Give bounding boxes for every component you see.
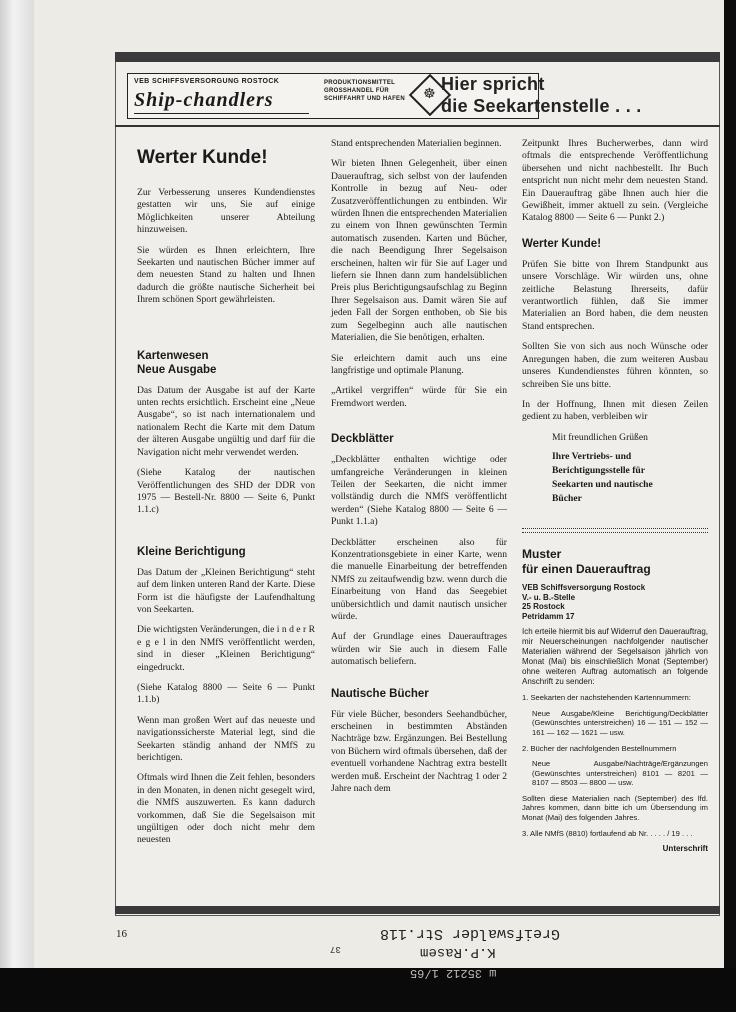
stamp-name: K.P.Rasem bbox=[420, 944, 496, 960]
section-heading-kartenwesen: Kartenwesen Neue Ausgabe bbox=[137, 349, 217, 376]
bottom-rule bbox=[115, 906, 720, 914]
paragraph: Das Datum der „Kleinen Berichtigung“ steht auf dem linken unteren Rand der Karte. Diese Form ist die häufigste der Laufendhaltung von Seekarten. bbox=[137, 566, 315, 615]
paragraph: Prüfen Sie bitte von Ihrem Standpunkt aus unsere Vorschläge. Wir würden uns, ohne zeitliche Belastung Ihrerseits, dafür verantwortlich fühlen, daß Sie immer Materialien an Bord haben, die dem neusten Stand entsprechen. bbox=[522, 258, 708, 332]
logo-underline bbox=[134, 113, 309, 114]
column-1 bbox=[137, 130, 315, 855]
paragraph: (Siehe Katalog 8800 — Seite 6 — Punkt 1.1.b) bbox=[137, 681, 315, 706]
paragraph: Auf der Grundlage eines Dauerauftrages würden wir Sie auch in diesem Falle automatisch beliefern. bbox=[331, 631, 507, 668]
paragraph: Die wichtigsten Veränderungen, die i n d e r R e g e l in den NMfS veröffentlicht werden, sind in dieser „Kleinen Berichtigung“ eingedruckt. bbox=[137, 624, 315, 673]
paragraph: Zur Verbesserung unseres Kundendienstes gestatten wir uns, Sie auf einige Möglichkeiten unserer Abteilung hinzuweisen. bbox=[137, 187, 315, 236]
company-script: Ship-chandlers bbox=[134, 89, 274, 111]
order-item-2-detail: Neue Ausgabe/Nachträge/Ergänzungen (Gewünschtes unterstreichen) 8101 — 8201 — 8107 — 8503 — 8800 — usw. bbox=[532, 759, 708, 788]
article-header bbox=[115, 62, 720, 122]
column-3 bbox=[522, 130, 708, 853]
signature-label: Unterschrift bbox=[662, 844, 708, 854]
muster-heading: Muster für einen Dauerauftrag bbox=[522, 547, 651, 577]
paragraph: In der Hoffnung, Ihnen mit diesen Zeilen gedient zu haben, verbleiben wir bbox=[522, 398, 708, 423]
order-item-1: 1. Seekarten der nachstehenden Kartennummern: bbox=[522, 693, 691, 703]
section-heading-werter-kunde: Werter Kunde! bbox=[522, 237, 602, 250]
order-item-3: 3. Alle NMfS (8810) fortlaufend ab Nr. . . . . / 19 . . . bbox=[522, 828, 693, 838]
order-text: Ich erteile hiermit bis auf Widerruf den Dauerauftrag, mir Neuerscheinungen nachfolgender nautischer Materialien während der Segelsaison jährlich von Monat (Mai) bis einschließlich Monat (September) ohne weiteren Auftrag automatisch an folgende Anschrift zu senden: bbox=[522, 627, 708, 687]
section-title: Hier spricht die Seekartenstelle . . . bbox=[441, 74, 642, 116]
paragraph: Für viele Bücher, besonders Seehandbücher, erscheinen in bestimmten Abständen Nachträge bzw. Ergänzungen. Bei Bestellung von Büchern wird oftmals übersehen, daß der eventuell vorhandene Nachtrag extra bestellt werden muß. Erscheint der Nachtrag 1 oder 2 Jahre nach dem bbox=[331, 708, 507, 795]
paragraph: Wir bieten Ihnen Gelegenheit, über einen Dauerauftrag, sich selbst von der laufenden Kontrolle in bezug auf Neu- oder Zusatzveröffentlichungen zu entbinden. Wir würden Ihnen die entsprechenden Materialien zu einem von Ihnen gewünschten Termin automatisch zusenden. Karten und Bücher, die nach Beendigung Ihrer Segelsaison erscheinen, halten wir für Sie auf Lager und liefern sie Ihnen dann zum handelsüblichen Preis plus Berichtigungsaufschlag zu Beginn Ihrer Segelsaison aus. Damit wären Sie auf jeden Fall der Sorgen enthoben, ob Sie bis zum Segelbeginn auch alle nautischen Materialien, die Sie benötigen, erhalten. bbox=[331, 158, 507, 344]
paragraph: Deckblätter erscheinen also für Konzentrationsgebiete in einer Karte, wenn die manuelle Einarbeitung der betreffenden NMfS zu zeitaufwendig bzw. wenn durch die Einarbeitung von Hand das Seegebiet unübersichtlich und damit nautisch unsicher würde. bbox=[331, 536, 507, 622]
paragraph: „Artikel vergriffen“ würde für Sie ein Fremdwort werden. bbox=[331, 385, 507, 409]
column-2 bbox=[331, 130, 507, 803]
paragraph: Sie erleichtern damit auch uns eine langfristige und optimale Planung. bbox=[331, 352, 507, 376]
paragraph: Sie würden es Ihnen erleichtern, Ihre Seekarten und nautischen Bücher immer auf dem neuesten Stand zu halten und Ihnen dadurch die größte nautische Sicherheit bei Ihrem schönen Sport gewährleisten. bbox=[137, 244, 315, 306]
scan-edge-bottom bbox=[0, 968, 736, 1012]
paragraph: „Deckblätter enthalten wichtige oder umfangreiche Veränderungen in kleinen Teilen der Seekarten, die nicht immer vollständig durch die NMfS veröffentlicht werden“ (Siehe Katalog 8800 — Seite 6 — Punkt 1.1.a) bbox=[331, 454, 507, 528]
greeting: Mit freundlichen Grüßen bbox=[552, 431, 648, 443]
stamp-street: Greifswalder Str.118 bbox=[380, 925, 561, 942]
order-item-1-detail: Neue Ausgabe/Kleine Berichtigung/Deckblätter (Gewünschtes unterstreichen) 16 — 151 — 152 — 161 — 162 — 1621 — usw. bbox=[532, 708, 708, 737]
company-name: VEB SCHIFFSVERSORGUNG ROSTOCK bbox=[134, 78, 280, 85]
address-block: VEB Schiffsversorgung Rostock V.- u. B.-Stelle 25 Rostock Petridamm 17 bbox=[522, 583, 646, 621]
paragraph: Stand entsprechenden Materialien beginnen. bbox=[331, 138, 502, 149]
section-heading-kleine-berichtigung: Kleine Berichtigung bbox=[137, 545, 246, 558]
page-gutter bbox=[0, 0, 34, 1012]
late-delivery-note: Sollten diese Materialien nach (September) des lfd. Jahres kommen, dann bitte ich um Übersendung im Monat (Mai) des folgenden Jahres. bbox=[522, 793, 708, 823]
top-rule bbox=[115, 52, 720, 62]
scan-edge-right bbox=[724, 0, 736, 968]
stamp-code: ш 35212 1/65 bbox=[410, 966, 497, 980]
paragraph: Zeitpunkt Ihres Bucherwerbes, dann wird oftmals die entsprechende Veröffentlichung übersehen und nicht nachbestellt. Ihr Buch entspricht nun nicht mehr dem neuesten Stand. Ein Dauerauftrag gäbe Ihnen auch hier die Gewißheit, immer aktuell zu sein. (Vergleiche Katalog 8800 — Seite 6 — Punkt 2.) bbox=[522, 138, 708, 224]
order-item-2: 2. Bücher der nachfolgenden Bestellnummern bbox=[522, 743, 677, 753]
paragraph: Sollten Sie von sich aus noch Wünsche oder Anregungen haben, die zum weiteren Ausbau unseres Kundendienstes führen könnten, so schreiben Sie uns bitte. bbox=[522, 341, 708, 390]
section-heading-nautische-buecher: Nautische Bücher bbox=[331, 687, 429, 700]
main-heading: Werter Kunde! bbox=[137, 147, 268, 168]
page-number: 16 bbox=[116, 928, 127, 940]
ship-wheel-icon: ☸ bbox=[423, 87, 436, 102]
paragraph: Wenn man großen Wert auf das neueste und navigationssicherste Material legt, sind die Seekarten ständig anhand der NMfS zu berichtigen. bbox=[137, 714, 315, 763]
company-description: PRODUKTIONSMITTEL GROSSHANDEL FÜR SCHIFFAHRT UND HAFEN bbox=[324, 80, 405, 102]
paragraph: Oftmals wird Ihnen die Zeit fehlen, besonders in den Monaten, in denen nicht gesegelt wird, die NMfS auszuwerten. Es kann dadurch vorkommen, daß Sie die Segelsaison mit ungültigen oder doch nicht mehr dem neuesten bbox=[137, 772, 315, 846]
paragraph: (Siehe Katalog der nautischen Veröffentlichungen des SHD der DDR von 1975 — Bestell-Nr. 8800 — Seite 6, Punkt 1.1.c) bbox=[137, 467, 315, 516]
section-heading-deckblaetter: Deckblätter bbox=[331, 433, 394, 446]
signature-block: Ihre Vertriebs- und Berichtigungsstelle für Seekarten und nautische Bücher bbox=[552, 451, 653, 505]
separator bbox=[522, 528, 708, 533]
stamp-number: 37 bbox=[330, 944, 341, 954]
paragraph: Das Datum der Ausgabe ist auf der Karte unten rechts ersichtlich. Erscheint eine „Neue Ausgabe“, so ist nach internationalem und nationalem Recht die Karte mit dem Datum der älteren Ausgabe ungültig und darf für die Navigation nicht mehr verwendet werden. bbox=[137, 384, 315, 458]
header-rule bbox=[115, 125, 720, 127]
